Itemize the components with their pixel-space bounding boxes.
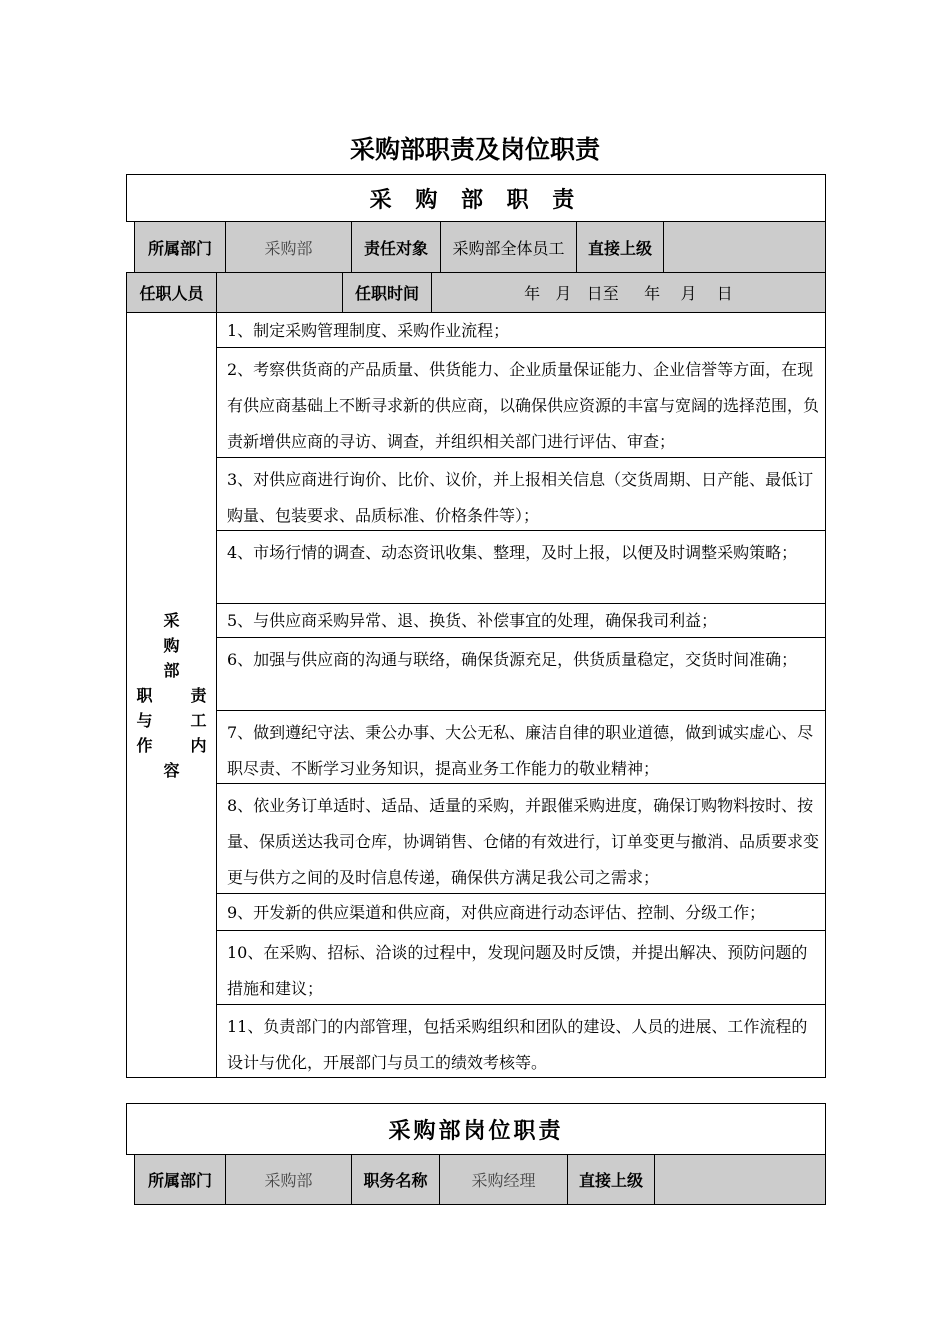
duty-item: 1、制定采购管理制度、采购作业流程； [216,312,826,348]
section2-title-box [126,1103,826,1155]
superior-value [663,221,826,273]
duty-item: 6、加强与供应商的沟通与联络，确保货源充足，供货质量稳定，交货时间准确； [216,637,826,711]
side-label-line: 作 [136,735,153,755]
superior-label: 直接上级 [567,1154,655,1205]
side-label-line: 职 [136,685,153,705]
duty-item: 2、考察供货商的产品质量、供货能力、企业质量保证能力、企业信誉等方面，在现有供应商基础上不断寻求新的供应商，以确保供应资源的丰富与宽阔的选择范围，负责新增供应商的寻访、调查，并组织相关部门进行评估、审查； [216,347,826,458]
side-label-line: 工 [190,710,207,730]
dept-label: 所属部门 [134,221,226,273]
dept-value: 采购部 [225,1154,352,1205]
duty-item: 8、依业务订单适时、适品、适量的采购，并跟催采购进度，确保订购物料按时、按量、保质送达我司仓库，协调销售、仓储的有效进行，订单变更与撤消、品质要求变更与供方之间的及时信息传递，确保供方满足我公司之需求； [216,783,826,894]
time-value: 年 月 日至 年 月 日 [431,272,826,313]
person-value [216,272,343,313]
position-label: 职务名称 [351,1154,440,1205]
target-value: 采购部全体员工 [440,221,577,273]
side-label-line: 与 [136,710,153,730]
duty-item: 7、做到遵纪守法、秉公办事、大公无私、廉洁自律的职业道德，做到诚实虚心、尽职尽责、不断学习业务知识，提高业务工作能力的敬业精神； [216,710,826,784]
duty-item: 4、市场行情的调查、动态资讯收集、整理，及时上报，以便及时调整采购策略； [216,530,826,604]
duty-item: 11、负责部门的内部管理，包括采购组织和团队的建设、人员的进展、工作流程的设计与优化，开展部门与员工的绩效考核等。 [216,1004,826,1078]
dept-value: 采购部 [225,221,352,273]
dept-label: 所属部门 [134,1154,226,1205]
document-title: 采购部职责及岗位职责 [349,135,600,164]
section2-title: 采购部岗位职责 [388,1117,564,1144]
superior-label: 直接上级 [576,221,664,273]
duty-item: 5、与供应商采购异常、退、换货、补偿事宜的处理，确保我司利益； [216,603,826,638]
side-label-line: 容 [163,760,180,780]
side-label-line: 责 [190,685,207,705]
superior-value [654,1154,826,1205]
side-label-line: 内 [190,735,207,755]
section1-title-box [126,174,826,222]
position-value: 采购经理 [439,1154,568,1205]
section1-title: 采 购 部 职 责 [369,186,583,213]
duty-item: 10、在采购、招标、洽谈的过程中，发现问题及时反馈，并提出解决、预防问题的措施和建议； [216,930,826,1005]
duty-item: 9、开发新的供应渠道和供应商，对供应商进行动态评估、控制、分级工作； [216,893,826,931]
target-label: 责任对象 [351,221,441,273]
time-label: 任职时间 [342,272,432,313]
duty-item: 3、对供应商进行询价、比价、议价，并上报相关信息（交货周期、日产能、最低订购量、包装要求、品质标准、价格条件等）； [216,457,826,531]
side-label-line: 采 [163,610,180,630]
side-label-line: 部 [163,660,180,680]
duties-side-label [126,312,217,1078]
person-label: 任职人员 [126,272,217,313]
side-label-line: 购 [163,635,180,655]
